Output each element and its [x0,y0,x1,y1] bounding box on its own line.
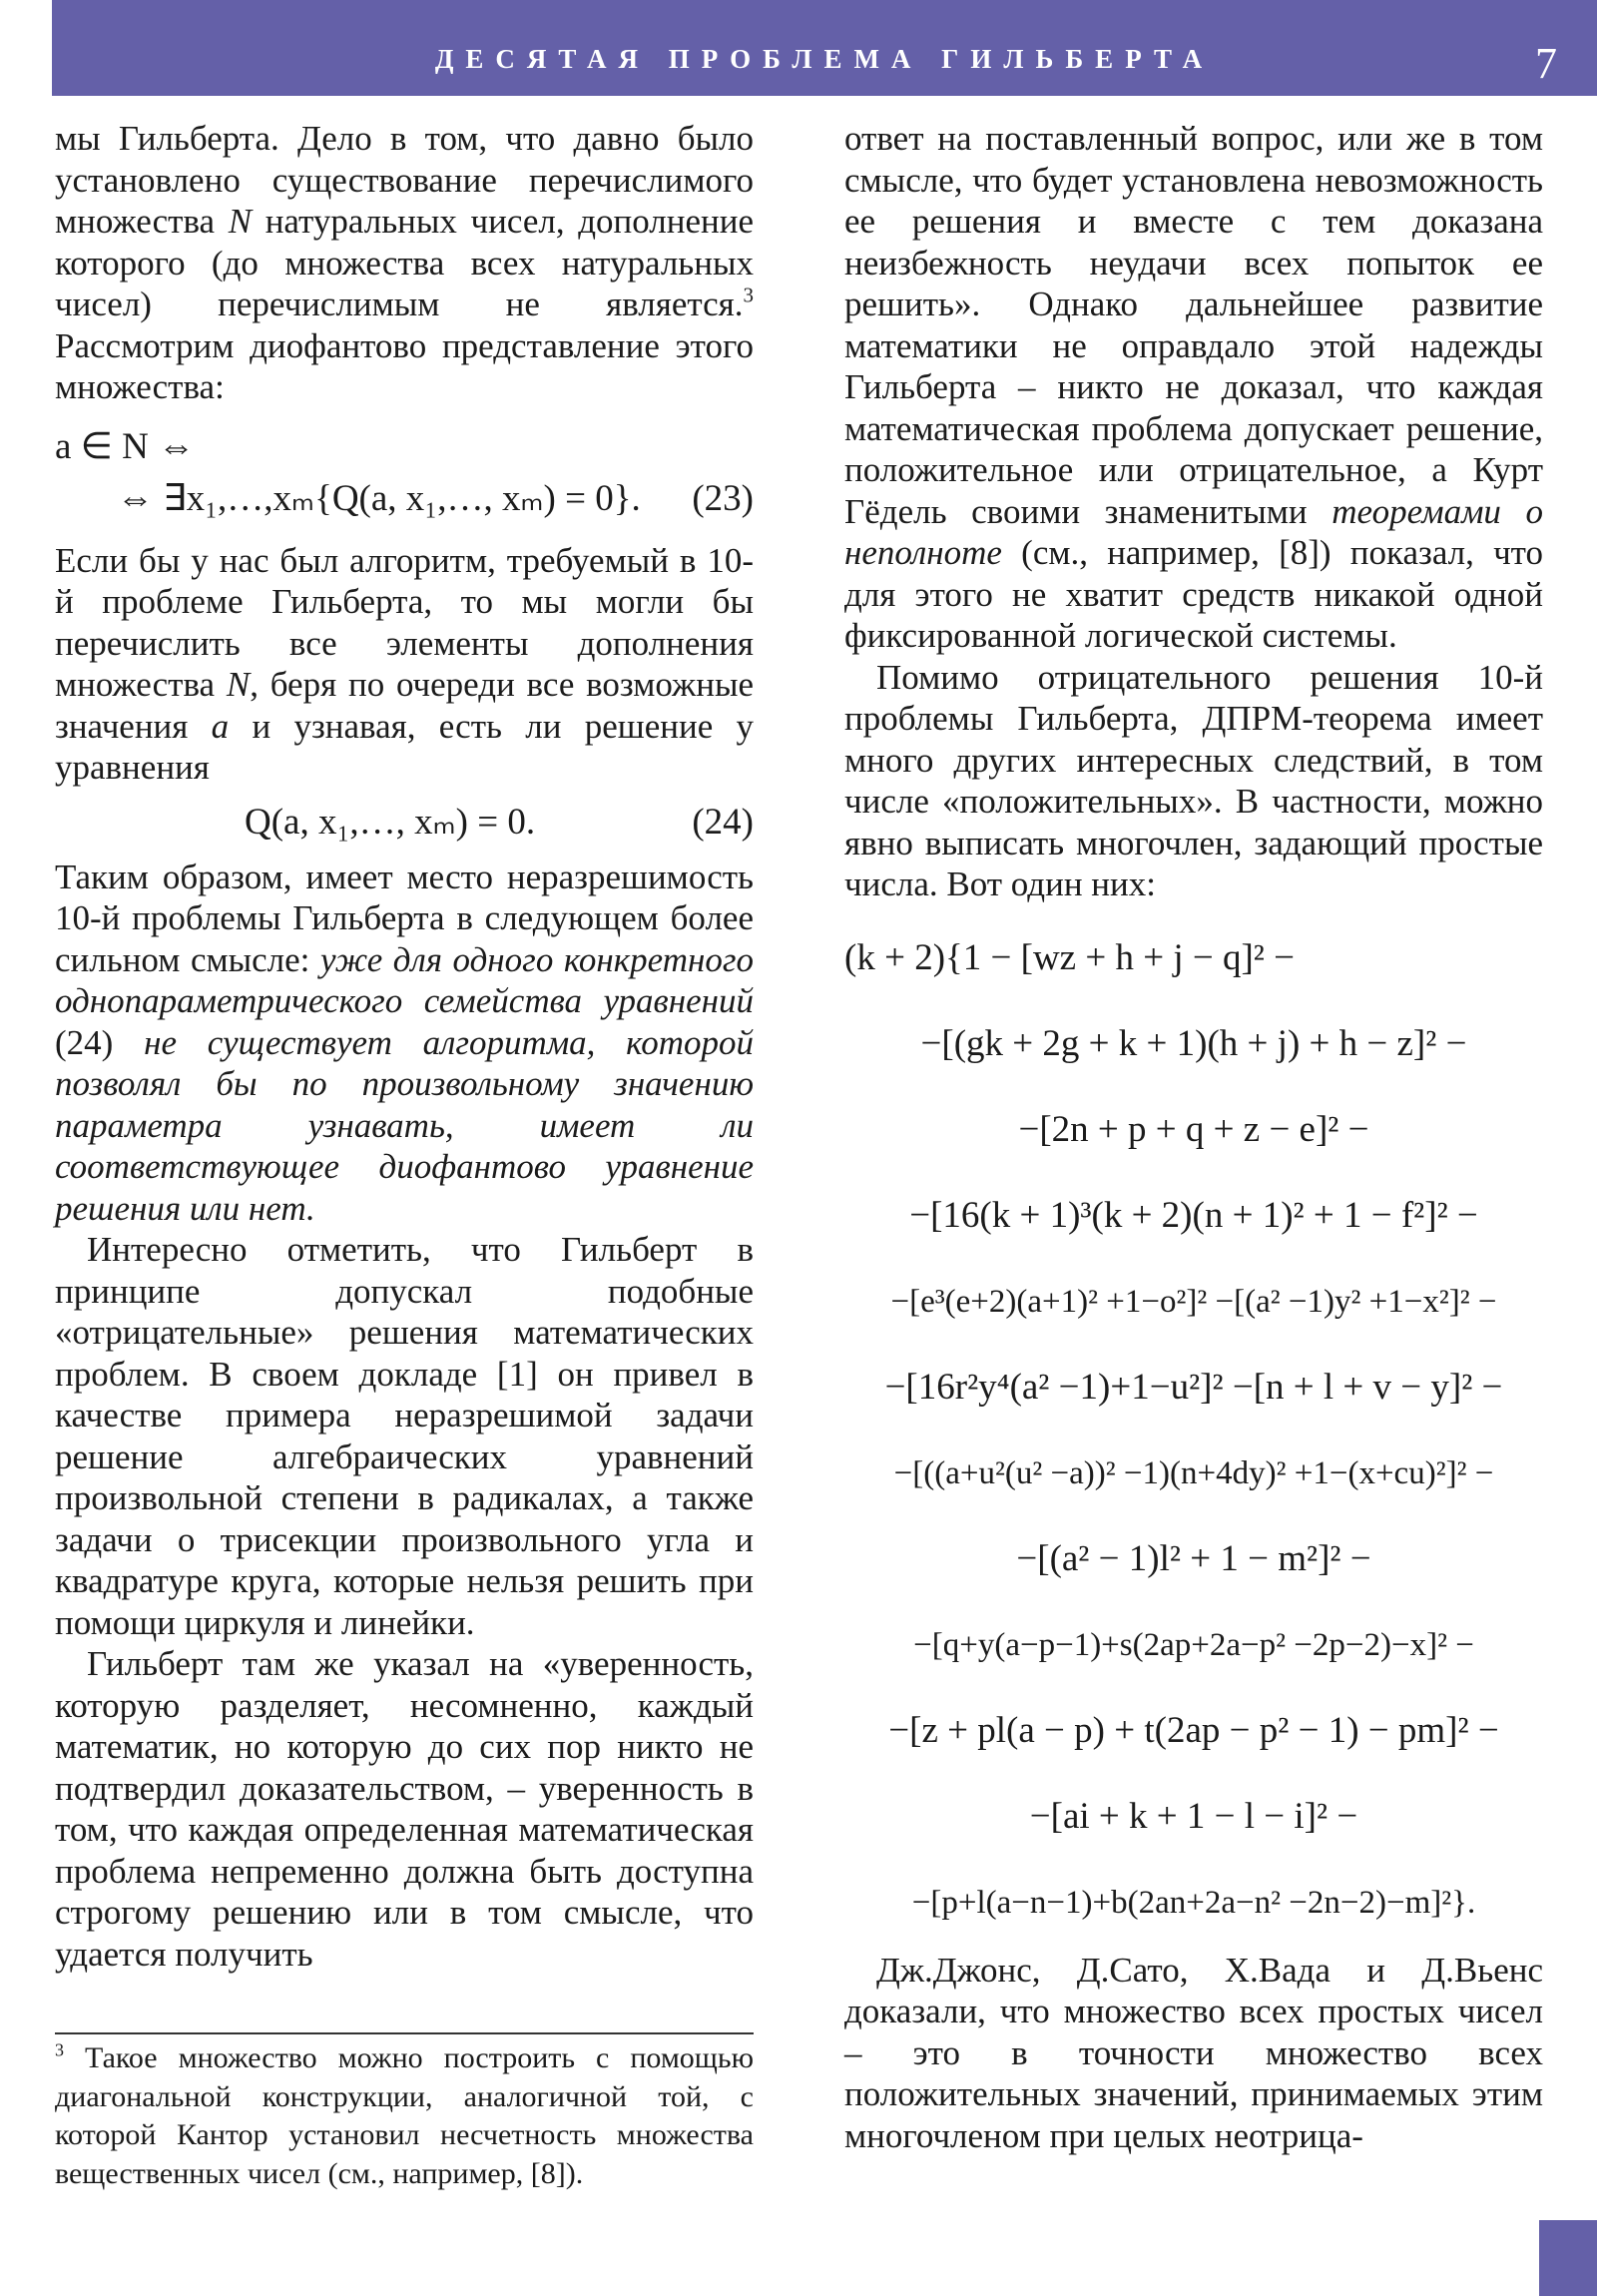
paragraph: Интересно отметить, что Гильберт в принципе допускал подобные «отрицательные» решения математических проблем. В своем докладе [1] он привел в качестве примера неразрешимой задачи решение алгебраических уравнений произвольной степени в радикалах, а также задачи о трисекции произвольного угла и квадратуре круга, которые нельзя решить при помощи циркуля и линейки. [55,1230,754,1642]
equation-number: (24) [692,801,754,843]
footnote: $^3$ Такое множество можно построить с помощью диагональной конструкции, аналогичной той, с которой Кантор установил несчетность множества вещественных чисел (см., например, [8]). [55,2039,755,2190]
polynomial-line: −[16r²y⁴(a² −1)+1−u²]² −[n + l + v − y]² − [884,1366,1503,1408]
equation-number: (23) [692,477,754,519]
header-title: ДЕСЯТАЯ ПРОБЛЕМА ГИЛЬБЕРТА [434,44,1215,74]
paragraph: мы Гильберта. Дело в том, что давно было установлено существование перечислимого множества N натуральных чисел, дополнение которого (до множества всех натуральных чисел) перечислимым не является.$^3$ Рассмотрим диофантово представление этого множества: [55,119,754,406]
equation-23-line2: ⇔ ∃x₁,…,xₘ{Q(a, x₁,…, xₘ) = 0}. (23) [117,477,754,519]
polynomial-line: −[p+l(a−n−1)+b(2an+2a−n² −2n−2)−m]²}. [911,1884,1476,1921]
footnote-rule [55,2032,754,2034]
footnote-ref[interactable]: 3 [743,283,754,307]
equation-24: Q(a, x₁,…, xₘ) = 0. (24) [55,793,754,853]
paragraph: Дж.Джонс, Д.Сато, Х.Вада и Д.Вьенс доказали, что множество всех простых чисел – это в точности множество всех положительных значений, принимаемых этим многочленом при целых неотрица- [844,1950,1543,2155]
left-column [55,118,754,1975]
polynomial-line: −[((a+u²(u² −a))² −1)(n+4dy)² +1−(x+cu)²]² − [893,1454,1494,1491]
running-header [52,0,1597,96]
polynomial-line: −[16(k + 1)³(k + 2)(n + 1)² + 1 − f²]² − [909,1194,1478,1236]
paragraph: Таким образом, имеет место неразрешимость 10-й проблемы Гильберта в следующем более сильном смысле: уже для одного конкретного однопараметрического семейства уравнений (24) не существует алгоритма, которой позволял бы по произвольному значению параметра узнавать, имеет ли соответствующее диофантово уравнение решения или нет. [55,857,754,1228]
paragraph: Если бы у нас был алгоритм, требуемый в 10-й проблеме Гильберта, то мы могли бы перечислить все элементы дополнения множества N, беря по очереди все возможные значения a и узнавая, есть ли решение у уравнения [55,540,755,787]
right-column [844,118,1543,2156]
polynomial-line: −[q+y(a−p−1)+s(2ap+2a−p² −2p−2)−x]² − [913,1626,1474,1663]
footnote-mark: 3 [55,2039,64,2060]
prime-polynomial [844,915,1543,1946]
paragraph: ответ на поставленный вопрос, или же в том смысле, что будет установлена невозможность ее решения и вместе с тем доказана неизбежность неудачи всех попыток ее решить». Однако дальнейшее развитие математики не оправдало этой надежды Гильберта – никто не доказал, что каждая математическая проблема допускает решение, положительное или отрицательное, а Курт Гёдель своими знаменитыми теоремами о неполноте (см., например, [8]) показал, что для этого не хватит средств никакой одной фиксированной логической системы. [844,119,1544,655]
polynomial-line: −[z + pl(a − p) + t(2ap − p² − 1) − pm]² − [888,1709,1499,1751]
polynomial-line: −[(a² − 1)l² + 1 − m²]² − [1016,1537,1371,1579]
paragraph: Гильберт там же указал на «уверенность, которую разделяет, несомненно, каждый математик, но которую до сих пор никто не подтвердил доказательством, – уверенность в том, что каждая определенная математическая проблема непременно должна быть доступна строгому решению или в том смысле, что удается получить [55,1644,754,1974]
corner-tab [1539,2220,1597,2296]
polynomial-line: (k + 2){1 − [wz + h + j − q]² − [844,936,1296,978]
polynomial-line: −[ai + k + 1 − l − i]² − [1029,1795,1358,1837]
page-number: 7 [1535,39,1557,88]
polynomial-line: −[e³(e+2)(a+1)² +1−o²]² −[(a² −1)y² +1−x²]² − [890,1283,1497,1320]
polynomial-line: −[2n + p + q + z − e]² − [1018,1108,1369,1150]
polynomial-line: −[(gk + 2g + k + 1)(h + j) + h − z]² − [920,1022,1467,1064]
equation-23-line1: a ∈ N ⇔ [55,425,196,467]
paragraph: Помимо отрицательного решения 10-й проблемы Гильберта, ДПРМ-теорема имеет много других интересных следствий, в том числе «положительных». В частности, можно явно выписать многочлен, задающий простые числа. Вот один них: [844,657,1543,903]
